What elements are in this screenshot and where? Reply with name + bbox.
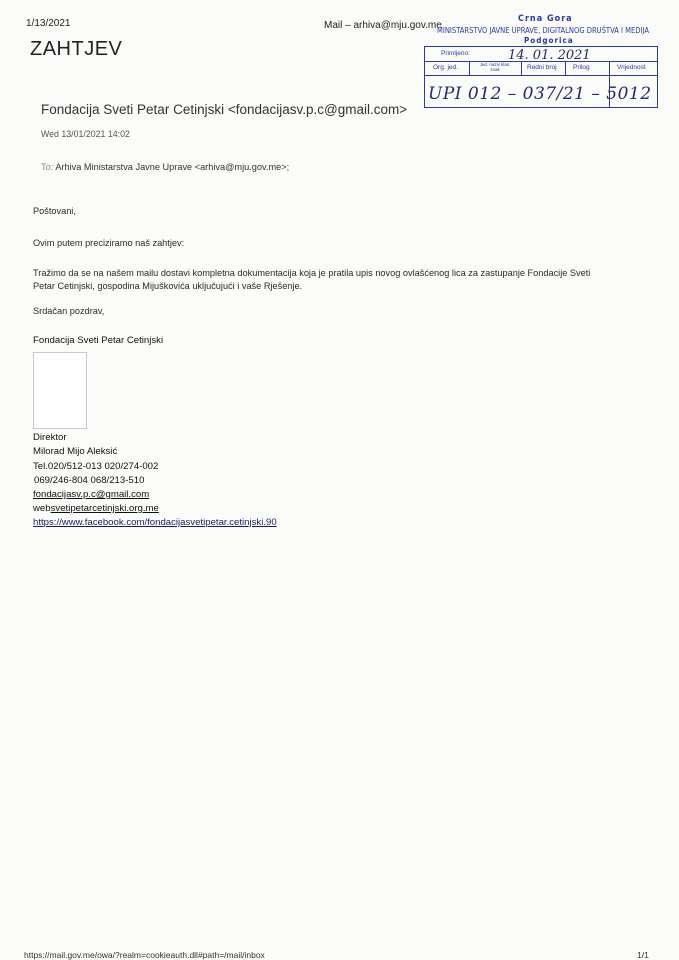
print-date: 1/13/2021 — [26, 18, 71, 29]
email-sent-date: Wed 13/01/2021 14:02 — [41, 129, 130, 139]
email-to-label: To: — [41, 162, 54, 172]
email-to — [41, 162, 289, 172]
stamp-col-org: Org. jed. — [433, 64, 458, 71]
email-paragraph: Petar Cetinjski, gospodina Mijuškovića uključujući i vaše Rješenje. — [33, 281, 303, 291]
signature-facebook-link[interactable]: https://www.facebook.com/fondacijasvetipetar.cetinjski.90 — [33, 517, 277, 528]
stamp-city: Podgorica — [524, 36, 574, 45]
stamp-divider — [565, 61, 566, 75]
signature-web-link[interactable]: svetipetarcetinjski.org.me — [50, 503, 159, 514]
handwritten-received-date: 14. 01. 2021 — [508, 48, 591, 63]
signature-title: Direktor — [33, 432, 67, 443]
signature-phone: 069/246-804 068/213-510 — [34, 475, 145, 486]
signature-logo-placeholder — [33, 352, 87, 429]
signature-web-prefix: web — [33, 503, 51, 514]
email-paragraph: Tražimo da se na našem mailu dostavi kompletna dokumentacija koja je pratila upis novog ovlašćenog lica za zastupanje Fondacije Sveti — [33, 268, 591, 278]
stamp-columns-row — [425, 61, 657, 76]
footer-page-number: 1/1 — [637, 950, 649, 960]
stamp-col-redni: Redni broj — [527, 64, 557, 71]
stamp-received-label: Primljeno: — [441, 50, 470, 57]
email-closing: Srdačan pozdrav, — [33, 306, 105, 316]
handwritten-registry-number: UPI 012 – 037/21 – 5012 — [428, 84, 652, 104]
email-paragraph: Ovim putem preciziramo naš zahtjev: — [33, 238, 185, 248]
print-mail-title: Mail – arhiva@mju.gov.me — [324, 20, 442, 31]
stamp-ministry: MINISTARSTVO JAVNE UPRAVE, DIGITALNOG DRUŠTVA I MEDIJA — [437, 25, 650, 35]
stamp-divider — [521, 61, 522, 75]
email-to-address: Arhiva Ministarstva Javne Uprave <arhiva@mju.gov.me>; — [55, 162, 290, 172]
stamp-col-vrijednost: Vrijednost — [617, 64, 646, 71]
signature-organization: Fondacija Sveti Petar Cetinjski — [33, 335, 164, 346]
footer-url: https://mail.gov.me/owa/?realm=cookieauth.dll#path=/mail/inbox — [24, 950, 265, 960]
email-from: Fondacija Sveti Petar Cetinjski <fondacijasv.p.c@gmail.com> — [41, 102, 408, 117]
stamp-divider — [469, 61, 470, 75]
document-title: ZAHTJEV — [30, 38, 123, 60]
signature-phone: Tel.020/512-013 020/274-002 — [33, 461, 159, 472]
signature-email-link[interactable]: fondacijasv.p.c@gmail.com — [33, 489, 150, 500]
email-greeting: Poštovani, — [33, 206, 76, 216]
signature-person: Milorad Mijo Aleksić — [33, 446, 118, 457]
stamp-country: Crna Gora — [518, 14, 573, 24]
stamp-col-prilog: Prilog — [573, 64, 590, 71]
stamp-col-class: Jed. naziv klas. znak — [479, 62, 511, 72]
signature-website — [33, 503, 159, 514]
